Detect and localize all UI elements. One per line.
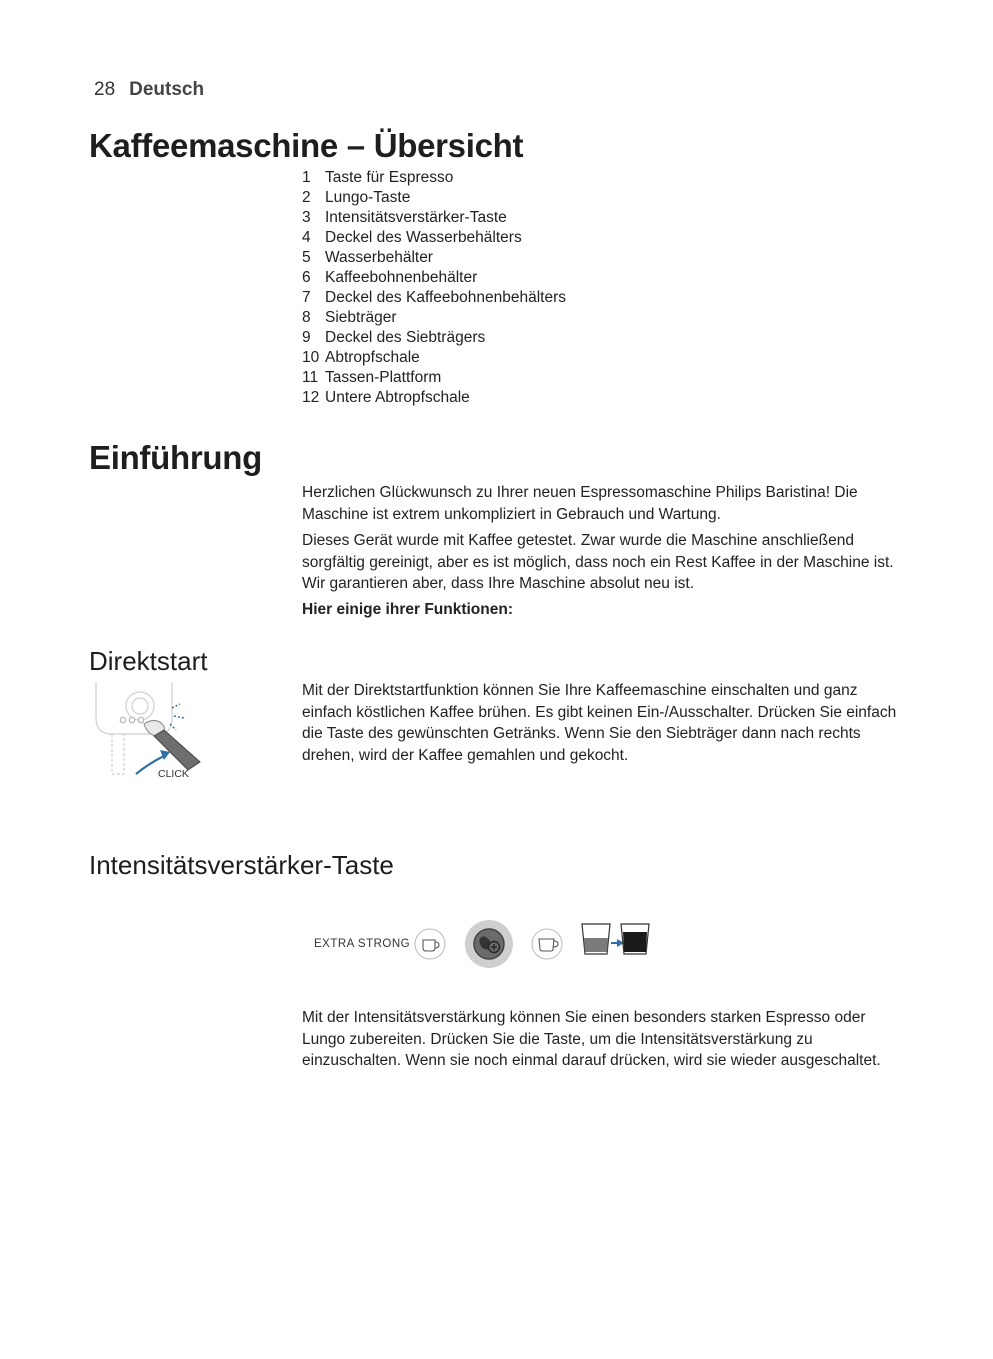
list-item-number: 12	[302, 389, 320, 406]
list-item-number: 6	[302, 269, 311, 286]
list-item	[302, 348, 566, 368]
list-item-number: 1	[302, 169, 311, 186]
list-item-number: 10	[302, 349, 320, 366]
intensity-illustration	[308, 914, 658, 976]
list-item-number: 4	[302, 229, 311, 246]
list-item-number: 8	[302, 309, 311, 326]
list-item-label: Deckel des Wasserbehälters	[325, 229, 522, 246]
list-item	[302, 208, 566, 228]
features-label: Hier einige ihrer Funktionen:	[302, 601, 513, 618]
list-item-label: Lungo-Taste	[325, 189, 411, 206]
direct-start-illustration	[88, 678, 208, 784]
list-item-label: Kaffeebohnenbehälter	[325, 269, 478, 286]
list-item	[302, 168, 566, 188]
list-item-number: 5	[302, 249, 311, 266]
list-item	[302, 248, 566, 268]
list-item-label: Untere Abtropfschale	[325, 389, 470, 406]
list-item-number: 9	[302, 329, 311, 346]
direct-start-title: Direktstart	[89, 646, 208, 676]
list-item	[302, 308, 566, 328]
strength-arrow-icon	[582, 924, 649, 954]
list-item-number: 3	[302, 209, 311, 226]
list-item-label: Siebträger	[325, 309, 397, 326]
lungo-cup-icon	[532, 929, 562, 959]
list-item	[302, 228, 566, 248]
intro-paragraph-1: Herzlichen Glückwunsch zu Ihrer neuen Espressomaschine Philips Baristina! Die Maschine ist extrem unkompliziert in Gebrauch und Wartung.	[302, 484, 858, 523]
list-item-label: Taste für Espresso	[325, 169, 454, 186]
list-item	[302, 328, 566, 348]
list-item-label: Deckel des Kaffeebohnenbehälters	[325, 289, 566, 306]
machine-buttons	[120, 717, 144, 723]
intensity-text: Mit der Intensitätsverstärkung können Sie einen besonders starken Espresso oder Lungo zubereiten. Drücken Sie die Taste, um die Intensitätsverstärkung zu einzuschalten. Wenn sie noch einmal darauf drücken, wird sie wieder ausgeschaltet.	[302, 1009, 881, 1069]
page-number: 28	[94, 79, 116, 100]
intensity-button-icon	[465, 920, 513, 968]
list-item	[302, 268, 566, 288]
intensity-title: Intensitätsverstärker-Taste	[89, 850, 394, 880]
espresso-cup-icon	[415, 929, 445, 959]
overview-title: Kaffeemaschine – Übersicht	[89, 127, 524, 164]
click-label: CLICK	[158, 768, 189, 780]
list-item	[302, 368, 566, 388]
list-item-label: Wasserbehälter	[325, 249, 433, 266]
list-item-number: 2	[302, 189, 311, 206]
list-item-label: Deckel des Siebträgers	[325, 329, 486, 346]
list-item-number: 7	[302, 289, 311, 306]
page-header	[94, 78, 204, 102]
intro-title: Einführung	[89, 439, 262, 476]
intro-paragraph-2: Dieses Gerät wurde mit Kaffee getestet. Zwar wurde die Maschine anschließend sorgfältig gereinigt, aber es ist möglich, dass noch ein Rest Kaffee in der Maschine ist. Wir garantieren aber, dass Ihre Maschine absolut neu ist.	[302, 532, 894, 592]
list-item	[302, 288, 566, 308]
language-label: Deutsch	[129, 79, 205, 100]
direct-start-text: Mit der Direktstartfunktion können Sie Ihre Kaffeemaschine einschalten und ganz einfach köstlichen Kaffee brühen. Es gibt keinen Ein-/Ausschalter. Drücken Sie einfach die Taste des gewünschten Getränks. Wenn Sie den Siebträger dann nach rechts drehen, wird der Kaffee gemahlen und gekocht.	[302, 682, 897, 764]
extra-strong-label: EXTRA STRONG	[314, 938, 411, 950]
list-item-label: Intensitätsverstärker-Taste	[325, 209, 507, 226]
list-item-number: 11	[302, 369, 319, 386]
list-item-label: Tassen-Plattform	[325, 369, 442, 386]
parts-list	[302, 168, 566, 408]
list-item	[302, 388, 566, 408]
list-item-label: Abtropfschale	[325, 349, 420, 366]
list-item	[302, 188, 566, 208]
